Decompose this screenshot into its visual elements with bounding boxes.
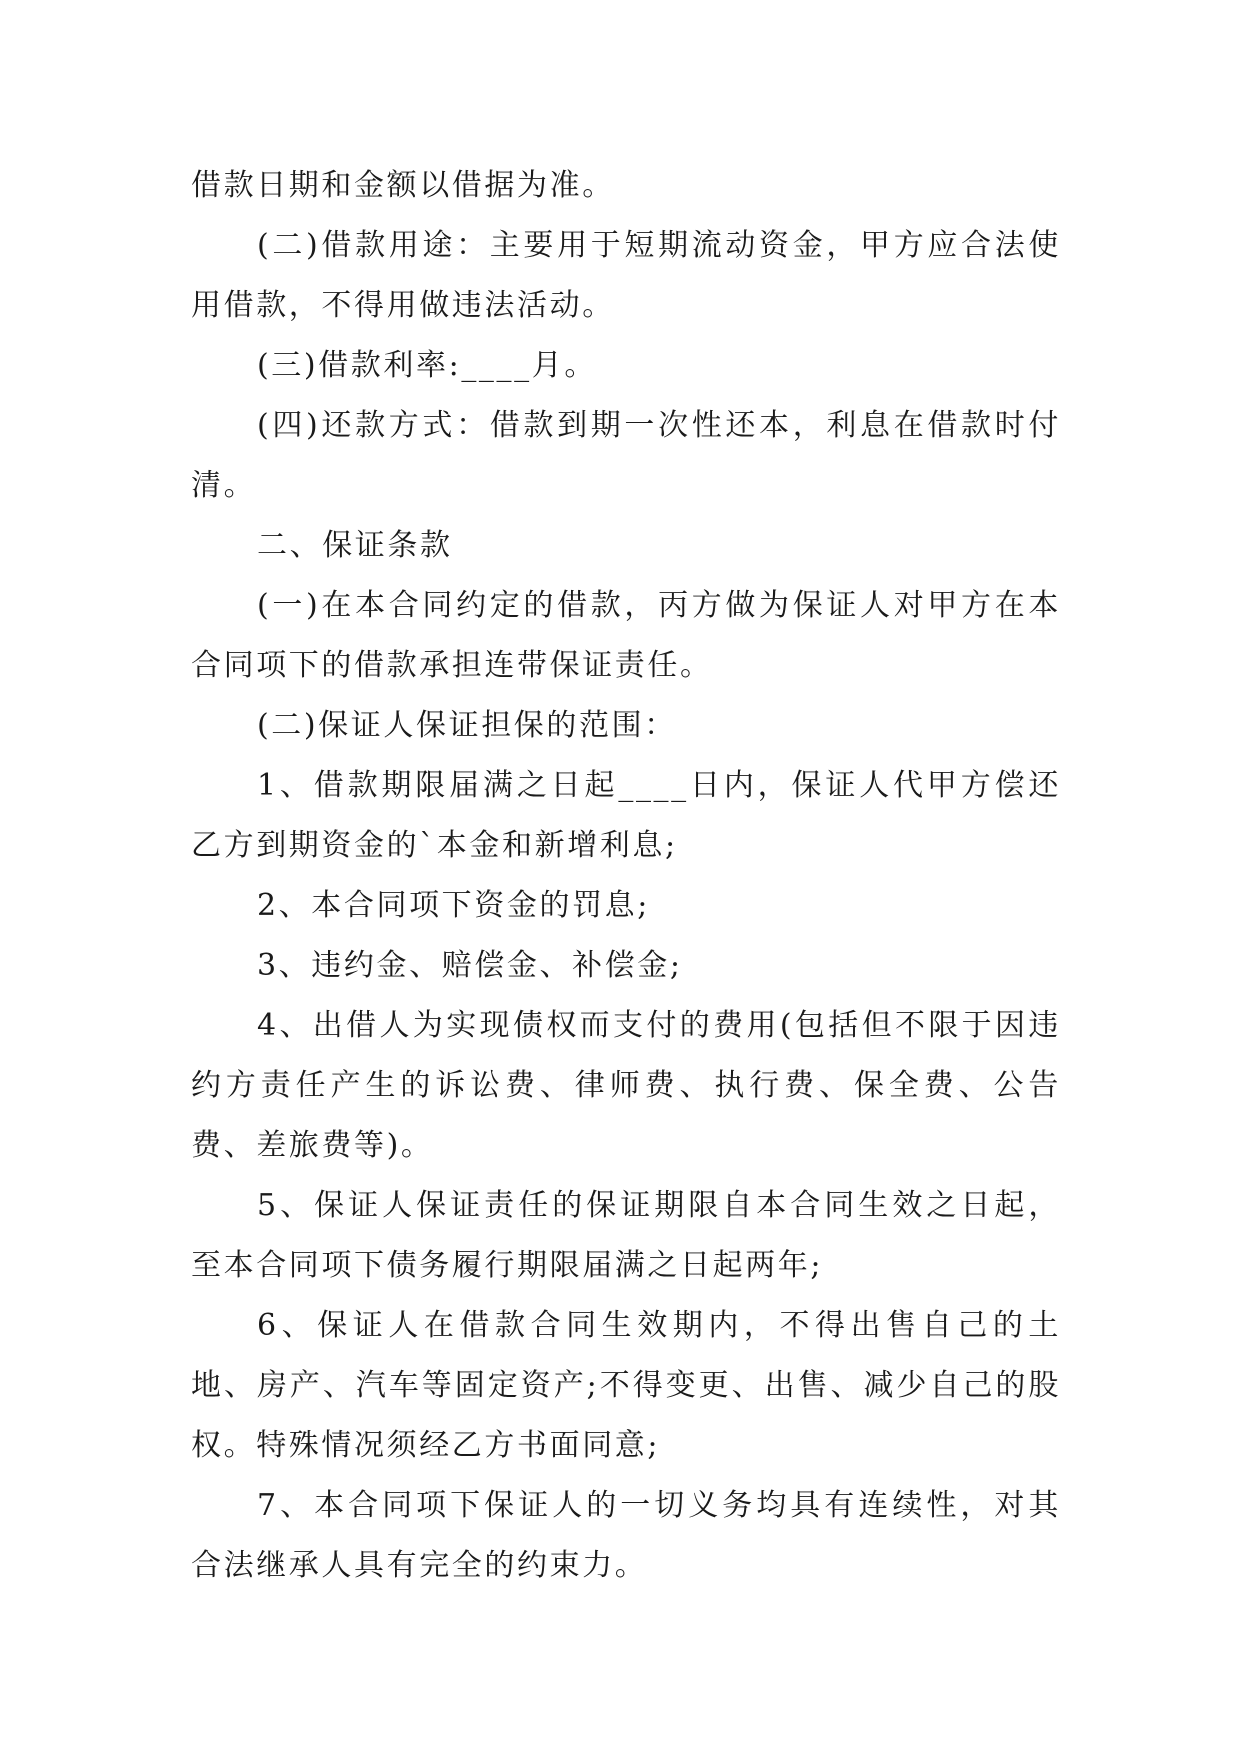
list-item-5: 5、保证人保证责任的保证期限自本合同生效之日起，至本合同项下债务履行期限届满之日起两年; — [191, 1188, 1061, 1283]
list-item-1: 1、借款期限届满之日起____日内，保证人代甲方偿还乙方到期资金的`本金和新增利息; — [191, 768, 1061, 863]
paragraph-repayment-method: (四)还款方式：借款到期一次性还本，利息在借款时付清。 — [191, 408, 1061, 503]
section-heading-guarantee-terms: 二、保证条款 — [257, 528, 453, 563]
list-item-6: 6、保证人在借款合同生效期内，不得出售自己的土地、房产、汽车等固定资产;不得变更、出售、减少自己的股权。特殊情况须经乙方书面同意; — [191, 1308, 1061, 1463]
paragraph-loan-date: 借款日期和金额以借据为准。 — [191, 168, 615, 203]
paragraph-loan-purpose: (二)借款用途：主要用于短期流动资金，甲方应合法使用借款，不得用做违法活动。 — [191, 228, 1061, 323]
list-item-7: 7、本合同项下保证人的一切义务均具有连续性，对其合法继承人具有完全的约束力。 — [191, 1488, 1061, 1583]
paragraph-interest-rate: (三)借款利率:____月。 — [257, 348, 597, 383]
paragraph-guarantee-scope: (二)保证人保证担保的范围： — [257, 708, 677, 743]
list-item-2: 2、本合同项下资金的罚息; — [257, 888, 650, 923]
paragraph-guarantee-liability: (一)在本合同约定的借款，丙方做为保证人对甲方在本合同项下的借款承担连带保证责任。 — [191, 588, 1061, 683]
document-body — [191, 156, 1061, 1596]
list-item-3: 3、违约金、赔偿金、补偿金; — [257, 948, 683, 983]
list-item-4: 4、出借人为实现债权而支付的费用(包括但不限于因违约方责任产生的诉讼费、律师费、执行费、保全费、公告费、差旅费等)。 — [191, 1008, 1061, 1163]
